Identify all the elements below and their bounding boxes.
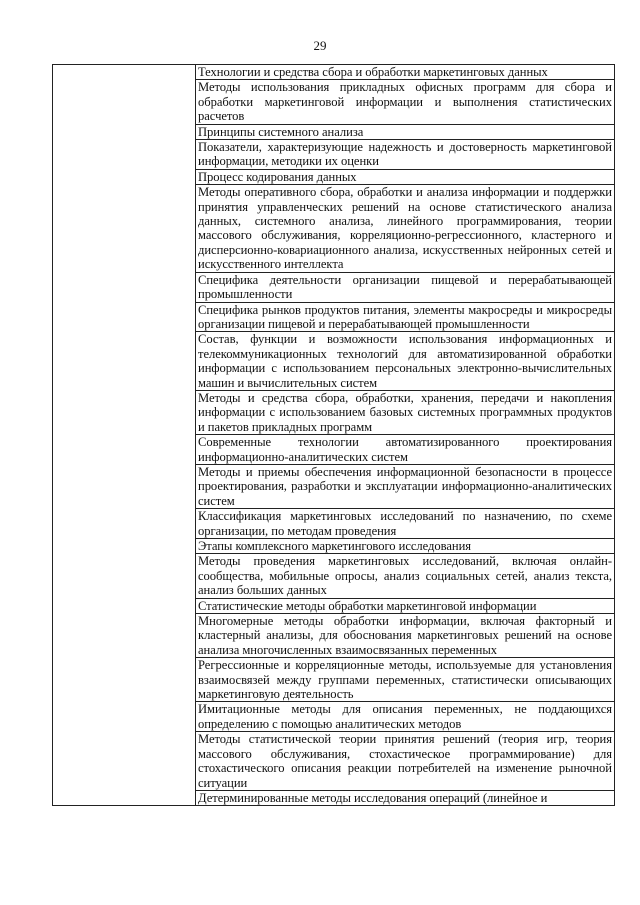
table-cell: [196, 732, 615, 791]
cell-text: Методы оперативного сбора, обработки и анализа информации и поддержки принятия управленческих решений на основе статистического анализа данных, системного анализа, линейного программирования, теории массового обслуживания, корреляционно-регрессионного, кластерного и дисперсионно-ковариационного анализа, искусственных нейронных сетей и искусственного интеллекта: [198, 185, 612, 272]
table-cell: [196, 272, 615, 302]
table-cell: [196, 390, 615, 434]
cell-text: Имитационные методы для описания переменных, не поддающихся определению с помощью аналитических методов: [198, 702, 612, 731]
cell-text: Многомерные методы обработки информации, включая факторный и кластерный анализы, для обоснования маркетинговых решений на основе анализа многочисленных взаимосвязанных переменных: [198, 614, 612, 657]
table-cell: [196, 658, 615, 702]
table-cell: [196, 614, 615, 658]
table-cell: [196, 790, 615, 805]
table-cell: [196, 509, 615, 539]
cell-text: Технологии и средства сбора и обработки маркетинговых данных: [198, 65, 548, 79]
table-row: [53, 65, 615, 80]
cell-text: Специфика деятельности организации пищевой и перерабатывающей промышленности: [198, 272, 612, 302]
table-body: [53, 65, 615, 806]
cell-text: Статистические методы обработки маркетинговой информации: [198, 598, 537, 613]
table-cell: [196, 302, 615, 332]
cell-text: Методы и средства сбора, обработки, хранения, передачи и накопления информации с использованием базовых системных программных продуктов и пакетов прикладных программ: [198, 390, 612, 434]
table-cell: [196, 80, 615, 124]
table-cell: [196, 140, 615, 170]
cell-text: Детерминированные методы исследования операций (линейное и: [198, 790, 548, 805]
cell-text: Регрессионные и корреляционные методы, используемые для установления взаимосвязей между группами переменных, статистически описывающих маркетинговую деятельность: [198, 658, 612, 702]
table-cell: [196, 539, 615, 554]
cell-text: Методы статистической теории принятия решений (теория игр, теория массового обслуживания, стохастическое программирование) для стохастического описания реакции потребителей на изменение рыночной ситуации: [198, 732, 612, 790]
table-cell: [196, 435, 615, 465]
cell-text: Показатели, характеризующие надежность и достоверность маркетинговой информации, методики их оценки: [198, 140, 612, 169]
cell-text: Классификация маркетинговых исследований по назначению, по схеме организации, по методам проведения: [198, 509, 612, 538]
table-cell: [196, 124, 615, 139]
cell-text: Методы и приемы обеспечения информационной безопасности в процессе проектирования, разработки и эксплуатации информационно-аналитических систем: [198, 464, 612, 508]
cell-text: Принципы системного анализа: [198, 124, 364, 139]
page-number: 29: [313, 38, 327, 53]
table-cell: [196, 332, 615, 391]
table-cell: [196, 185, 615, 272]
knowledge-table: [52, 64, 615, 806]
table-cell: [196, 169, 615, 184]
table-cell: [196, 554, 615, 598]
cell-text: Методы использования прикладных офисных программ для сбора и обработки маркетинговой информации и выполнения статистических расчетов: [198, 80, 612, 124]
table-cell: [196, 65, 615, 80]
table-cell: [196, 702, 615, 732]
row-header-cell: [53, 65, 196, 806]
table-cell: [196, 598, 615, 613]
cell-text: Процесс кодирования данных: [198, 169, 357, 184]
cell-text: Этапы комплексного маркетингового исследования: [198, 539, 472, 553]
table-cell: [196, 464, 615, 508]
cell-text: Состав, функции и возможности использования информационных и телекоммуникационных технологий для автоматизированной обработки информации с использованием персональных электронно-вычислительных машин и вычислительных систем: [198, 332, 612, 390]
cell-text: Современные технологии автоматизированного проектирования информационно-аналитических систем: [198, 435, 612, 464]
cell-text: Методы проведения маркетинговых исследований, включая онлайн-сообщества, мобильные опросы, анализ социальных сетей, анализ текста, анализ больших данных: [198, 554, 612, 598]
cell-text: Специфика рынков продуктов питания, элементы макросреды и микросреды организации пищевой и перерабатывающей промышленности: [198, 302, 612, 331]
